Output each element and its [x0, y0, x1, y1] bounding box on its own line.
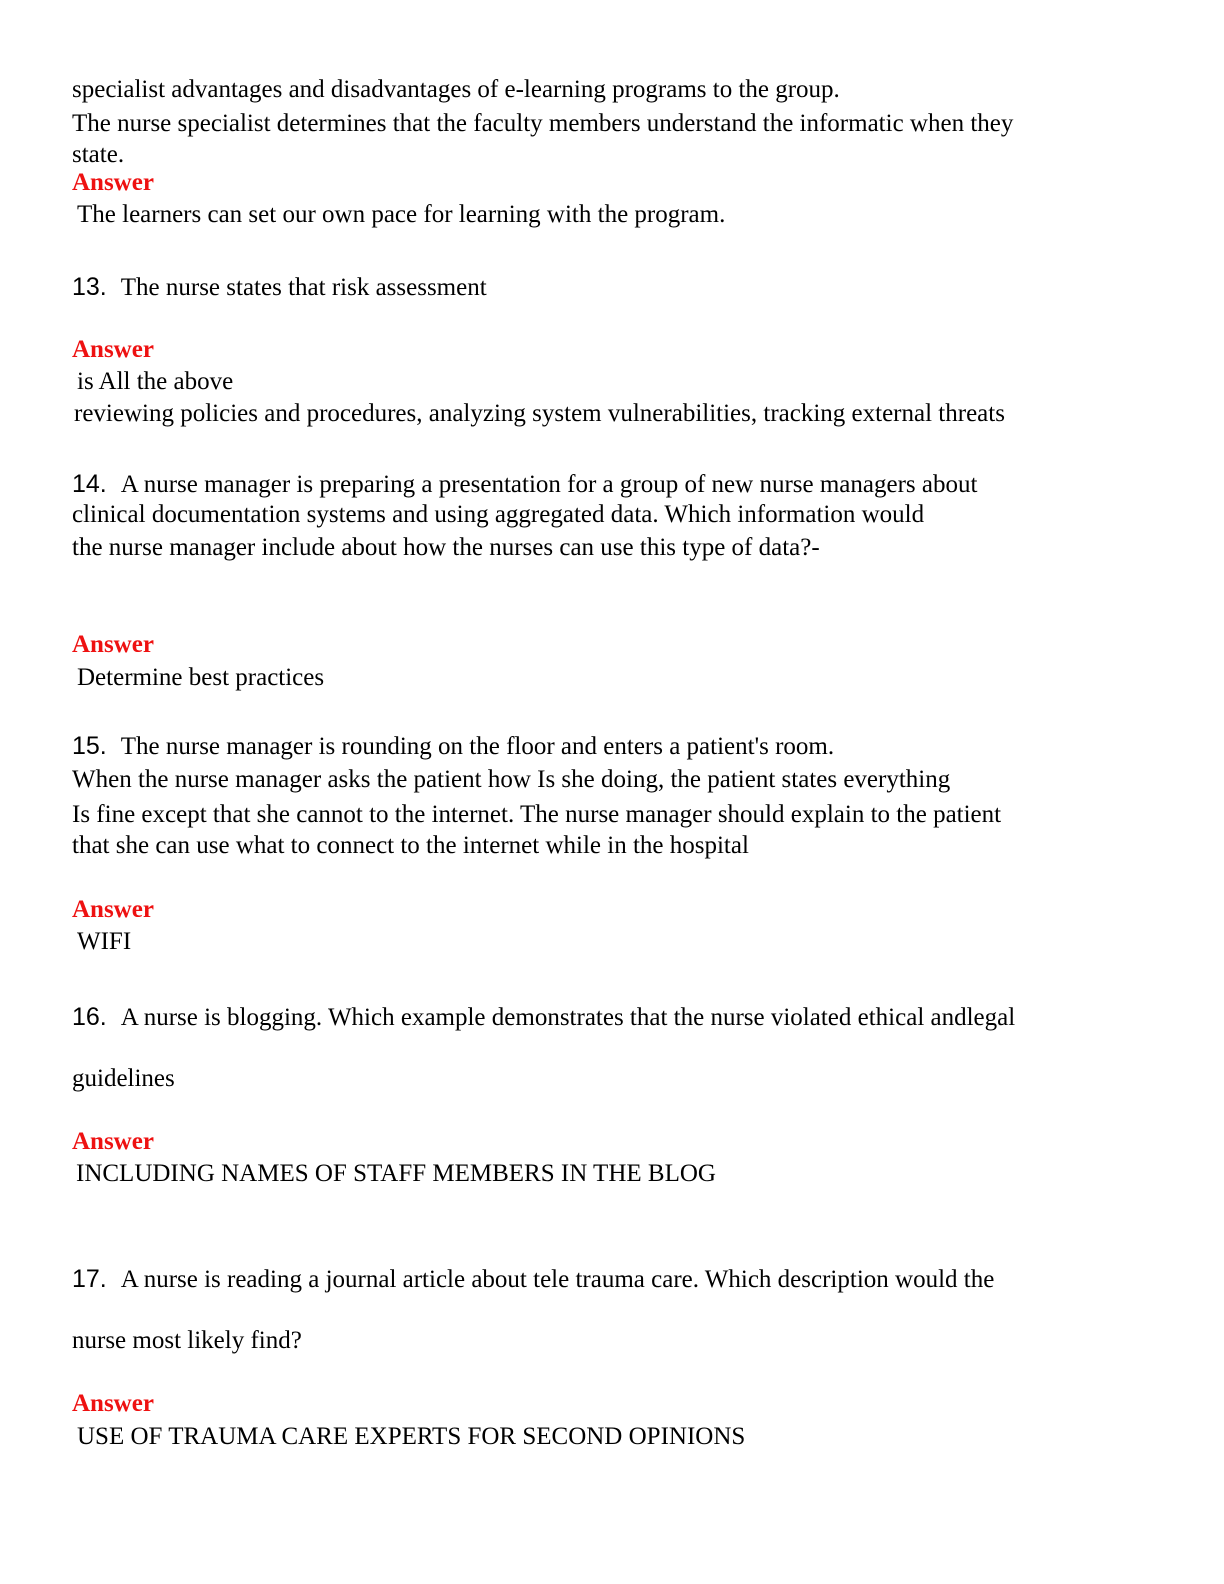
intro-line-2: The nurse specialist determines that the faculty members understand the informatic when they	[72, 110, 1014, 137]
question-text: clinical documentation systems and using aggregated data. Which information would	[72, 501, 925, 528]
question-16	[72, 1001, 1015, 1034]
question-text: Is fine except that she cannot to the internet. The nurse manager should explain to the patient	[72, 801, 1002, 828]
answer-label: Answer	[72, 1390, 154, 1417]
question-text: nurse most likely find?	[72, 1327, 302, 1354]
answer-text: is All the above	[77, 368, 234, 395]
question-text: The nurse states that risk assessment	[120, 274, 487, 301]
question-text: guidelines	[72, 1065, 175, 1092]
question-text: When the nurse manager asks the patient how Is she doing, the patient states everything	[72, 766, 951, 793]
answer-text: The learners can set our own pace for learning with the program.	[77, 201, 726, 228]
intro-line-3: state.	[72, 141, 125, 168]
intro-line-1: specialist advantages and disadvantages of e-learning programs to the group.	[72, 76, 840, 103]
question-number: 16.	[72, 1003, 107, 1031]
answer-text: WIFI	[77, 928, 132, 955]
question-number: 13.	[72, 273, 107, 301]
question-number: 17.	[72, 1265, 107, 1293]
question-text: the nurse manager include about how the nurses can use this type of data?-	[72, 534, 820, 561]
question-number: 15.	[72, 732, 107, 760]
answer-label: Answer	[72, 896, 154, 923]
question-text: A nurse is blogging. Which example demonstrates that the nurse violated ethical andlegal	[120, 1004, 1016, 1031]
answer-label: Answer	[72, 1128, 154, 1155]
question-13	[72, 271, 487, 304]
answer-label: Answer	[72, 631, 154, 658]
answer-text: USE OF TRAUMA CARE EXPERTS FOR SECOND OPINIONS	[77, 1423, 746, 1450]
question-text: A nurse manager is preparing a presentation for a group of new nurse managers about	[120, 471, 978, 498]
question-text: The nurse manager is rounding on the floor and enters a patient's room.	[120, 733, 835, 760]
question-14	[72, 468, 977, 501]
question-17	[72, 1263, 994, 1296]
answer-text: reviewing policies and procedures, analyzing system vulnerabilities, tracking external threats	[74, 400, 1005, 427]
question-15	[72, 730, 834, 763]
answer-text: INCLUDING NAMES OF STAFF MEMBERS IN THE BLOG	[76, 1160, 716, 1187]
question-text: A nurse is reading a journal article about tele trauma care. Which description would the	[120, 1266, 995, 1293]
answer-label: Answer	[72, 169, 154, 196]
answer-label: Answer	[72, 336, 154, 363]
question-number: 14.	[72, 470, 107, 498]
answer-text: Determine best practices	[77, 664, 325, 691]
question-text: that she can use what to connect to the internet while in the hospital	[72, 832, 749, 859]
